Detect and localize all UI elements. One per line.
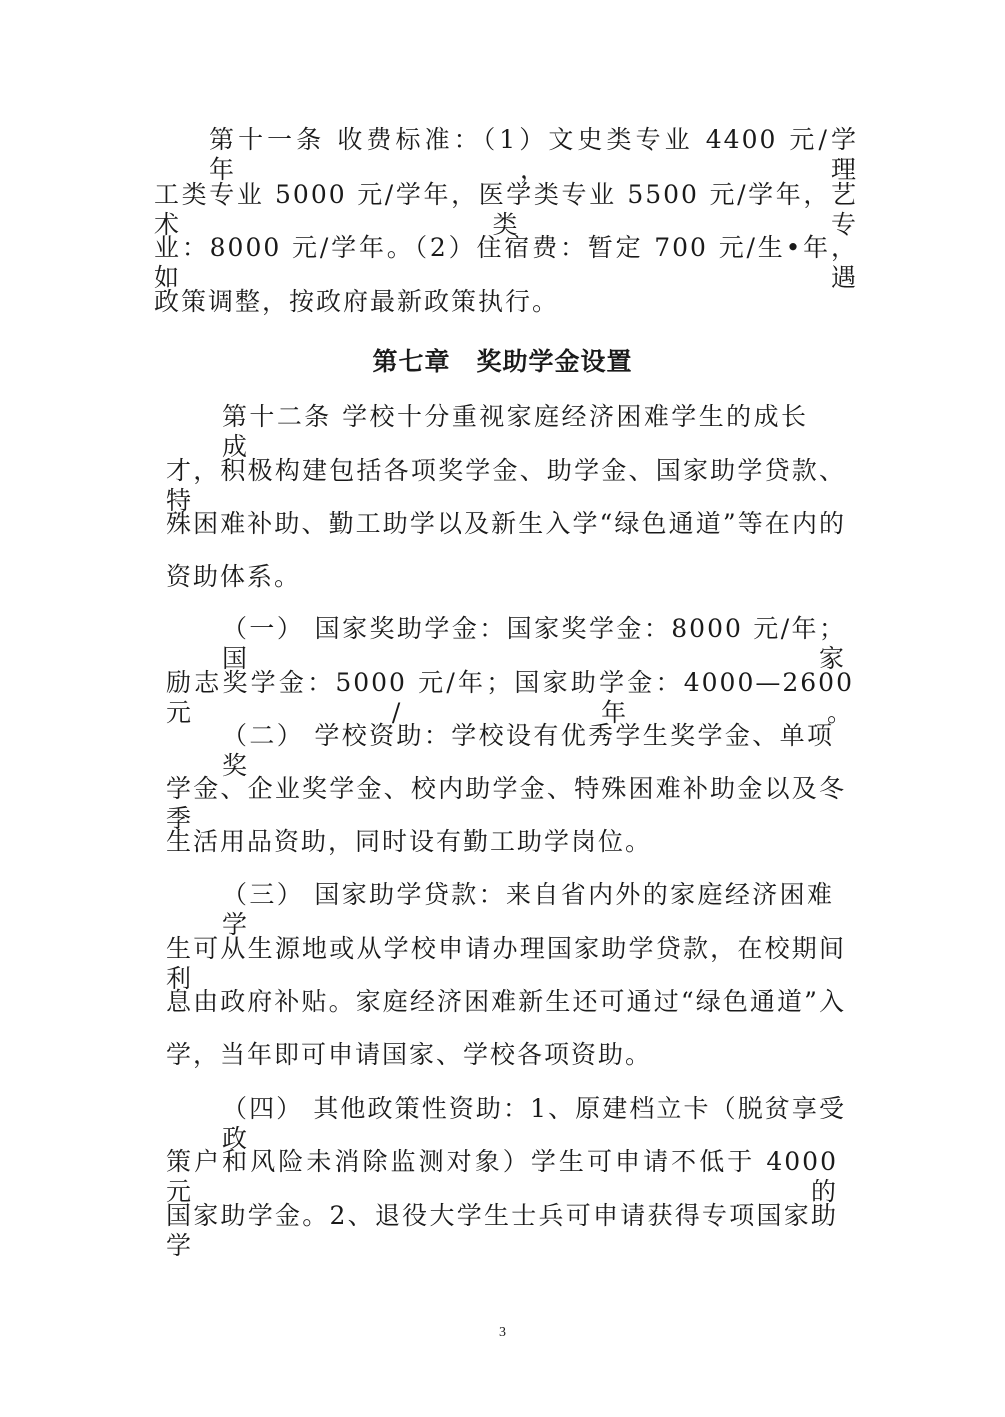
article-11-line-2: 工类专业 5000 元/学年，医学类专业 5500 元/学年，艺术类专 (154, 180, 858, 239)
section-4-line-1: （四） 其他政策性资助：1、原建档立卡（脱贫享受政 (222, 1094, 846, 1153)
article-11-line-3: 业：8000 元/学年。（2）住宿费：暂定 700 元/生•年，如遇 (154, 233, 858, 292)
article-12-line-3: 殊困难补助、勤工助学以及新生入学“绿色通道”等在内的 (166, 509, 846, 538)
section-3-line-2: 生可从生源地或从学校申请办理国家助学贷款，在校期间利 (166, 934, 846, 993)
section-2-line-3: 生活用品资助，同时设有勤工助学岗位。 (166, 827, 653, 856)
article-11-line-1: 第十一条 收费标准：（1）文史类专业 4400 元/学年，理 (209, 125, 858, 184)
section-4-line-3: 国家助学金。2、退役大学生士兵可申请获得专项国家助学 (166, 1201, 838, 1260)
page-number: 3 (499, 1325, 506, 1340)
section-3-line-1: （三） 国家助学贷款：来自省内外的家庭经济困难学 (222, 880, 834, 939)
section-1-line-2: 励志奖学金：5000 元/年；国家助学金：4000—2600 元/年。 (166, 668, 854, 727)
article-12-line-4: 资助体系。 (166, 562, 302, 591)
section-3-line-4: 学，当年即可申请国家、学校各项资助。 (166, 1040, 653, 1069)
chapter-heading: 第七章 奖助学金设置 (372, 347, 633, 376)
section-3-line-3: 息由政府补贴。家庭经济困难新生还可通过“绿色通道”入 (166, 987, 846, 1016)
article-12-line-2: 才，积极构建包括各项奖学金、助学金、国家助学贷款、特 (166, 456, 846, 515)
article-12-line-1: 第十二条 学校十分重视家庭经济困难学生的成长成 (222, 402, 808, 461)
section-2-line-2: 学金、企业奖学金、校内助学金、特殊困难补助金以及冬季 (166, 774, 846, 833)
section-1-line-1: （一） 国家奖助学金：国家奖学金：8000 元/年；国家 (222, 614, 846, 673)
article-11-line-4: 政策调整，按政府最新政策执行。 (154, 287, 560, 316)
section-4-line-2: 策户和风险未消除监测对象）学生可申请不低于 4000 元的 (166, 1147, 838, 1206)
section-2-line-1: （二） 学校资助：学校设有优秀学生奖学金、单项奖 (222, 721, 834, 780)
